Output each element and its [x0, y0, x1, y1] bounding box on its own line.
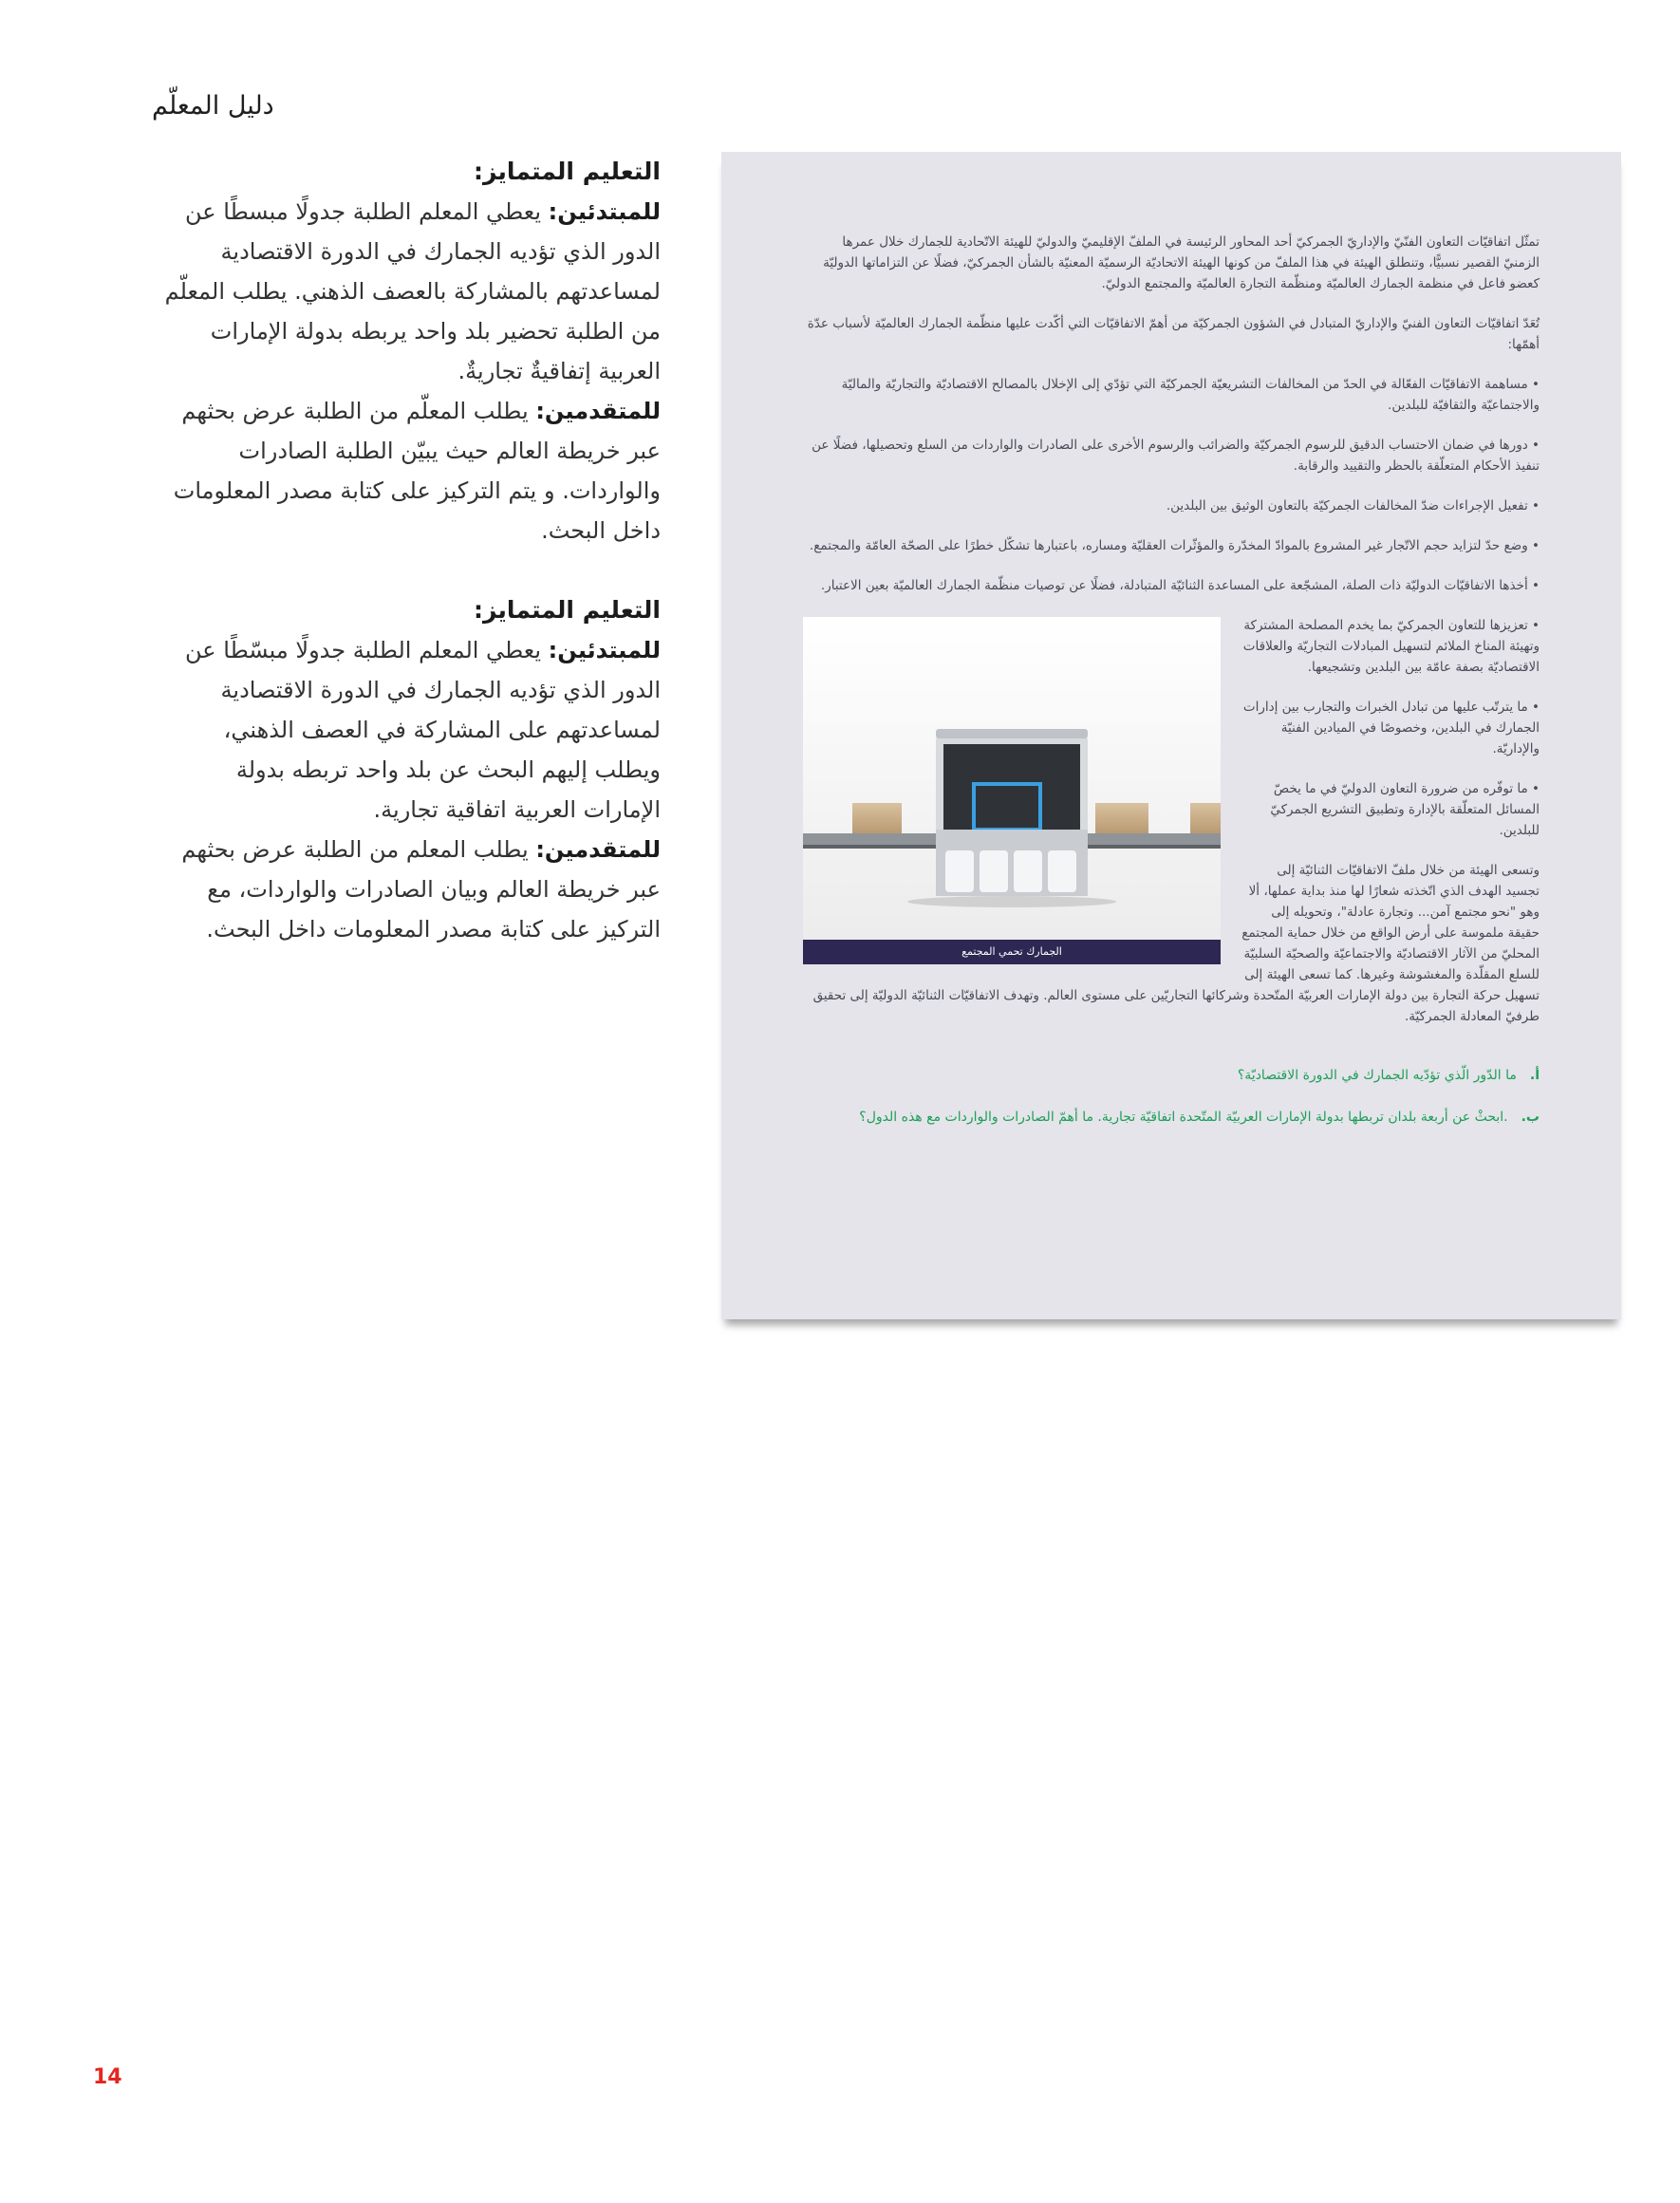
beginners-paragraph: [152, 192, 661, 391]
differentiated-learning-section-2: [152, 590, 661, 949]
list-item: • دورها في ضمان الاحتساب الدقيق للرسوم الجمركيّة والضرائب والرسوم الأخرى على الصادرات والواردات من السلع وتحصيلها، فضلًا عن تنفيذ الأحكام المتعلّقة بالحظر والتقييد والرقابة.: [812, 438, 1540, 474]
differentiated-learning-section-1: [152, 152, 661, 551]
lead-paragraph: تُعَدّ اتفاقيّات التعاون الفنيّ والإداريّ المتبادل في الشؤون الجمركيّة من أهمّ الاتفاقيّات التي أكّدت عليها منظّمة الجمارك العالميّة لأسباب عدّة أهمّها:: [807, 316, 1540, 352]
student-book-panel: [721, 152, 1621, 1319]
figure-caption: الجمارك تحمي المجتمع: [803, 940, 1221, 964]
question-text: .ابحثْ عن أربعة بلدان تربطها بدولة الإمارات العربيّة المتّحدة اتفاقيّة تجارية. ما أهمّ الصادرات والواردات مع هذه الدول؟: [859, 1110, 1508, 1125]
section-title: التعليم المتمايز:: [474, 596, 661, 624]
question-number: ب.: [1521, 1110, 1540, 1125]
question-number: أ.: [1529, 1068, 1540, 1083]
list-item: • تفعيل الإجراءات ضدّ المخالفات الجمركيّة بالتعاون الوثيق بين البلدين.: [1166, 498, 1540, 513]
closing-paragraph: وتسعى الهيئة من خلال ملفّ الاتفاقيّات الثنائيّة إلى تجسيد الهدف الذي اتّخذته شعارًا لها منذ بداية عملها، ألا وهو "نحو مجتمع آمن... وتجارة عادلة"، وتحويله إلى حقيقة ملموسة على أرض الواقع من خلال حماية المجتمع المحليّ من الآثار الاقتصاديّة والاجتماعيّة والصحيّة السلبيّة للسلع المقلّدة والمغشوشة وغيرها. كما تسعى الهيئة إلى تسهيل حركة التجارة بين دولة الإمارات العربيّة المتّحدة وشركائها التجاريّين على مستوى العالم. وتهدف الاتفاقيّات الثنائيّة الدوليّة إلى تحقيق طرفيّ المعادلة الجمركيّة.: [812, 863, 1540, 1024]
question-b: [803, 1107, 1540, 1128]
list-item-text: مساهمة الاتفاقيّات الفعّالة في الحدّ من المخالفات التشريعيّة الجمركيّة التي تؤدّي إلى الإخلال بالمصالح الاقتصاديّة والتجاريّة والماليّة والاجتماعيّة والثقافيّة للبلدين.: [841, 377, 1540, 413]
list-item: • ما توفّره من ضرورة التعاون الدوليّ في ما يخصّ المسائل المتعلّقة بالإدارة وتطبيق التشريع الجمركيّ للبلدين.: [1270, 781, 1540, 838]
advanced-paragraph: [152, 391, 661, 551]
beginners-label: للمبتدئين:: [548, 198, 661, 225]
list-item-text: وضع حدّ لتزايد حجم الاتّجار غير المشروع بالموادّ المخدّرة والمؤثّرات العقليّة ومساره، باعتبارها تشكّل خطرًا على الصحّة العامّة والمجتمع.: [809, 538, 1528, 553]
section-title: التعليم المتمايز:: [474, 158, 661, 185]
beginners-text: يعطي المعلم الطلبة جدولًا مبسطًا عن الدور الذي تؤديه الجمارك في الدورة الاقتصادية لمساعدتهم بالمشاركة بالعصف الذهني. يطلب المعلّم من الطلبة تحضير بلد واحد يربطه بدولة الإمارات العربية إتفاقيةٌ تجاريةٌ.: [164, 198, 661, 384]
list-item-text: ما توفّره من ضرورة التعاون الدوليّ في ما يخصّ المسائل المتعلّقة بالإدارة وتطبيق التشريع الجمركيّ للبلدين.: [1270, 781, 1540, 838]
xray-scanner-illustration: [803, 617, 1221, 940]
customs-scanner-image: [803, 617, 1221, 940]
page-number: 14: [93, 2065, 122, 2089]
list-item: • أخذها الاتفاقيّات الدوليّة ذات الصلة، المشجّعة على المساعدة الثنائيّة المتبادلة، فضلًا عن توصيات منظّمة الجمارك العالميّة بعين الاعتبار.: [820, 578, 1540, 593]
list-item-text: ما يترتّب عليها من تبادل الخبرات والتجارب بين إدارات الجمارك في البلدين، وخصوصًا في الميادين الفنيّة والإداريّة.: [1242, 700, 1540, 756]
question-text: ما الدّور الّذي تؤدّيه الجمارك في الدورة الاقتصاديّة؟: [1237, 1068, 1517, 1083]
intro-paragraph: تمثّل اتفاقيّات التعاون الفنّيّ والإداريّ الجمركيّ أحد المحاور الرئيسة في الملفّ الإقليميّ والدوليّ للهيئة الاتّحادية للجمارك خلال عمرها الزمنيّ القصير نسبيًّا، وتنطلق الهيئة في هذا الملفّ من كونها الهيئة الاتحاديّة الرسميّة المعنيّة بالشأن الجمركيّ، فضلًا عن التزاماتها الدوليّة كعضو فاعل في منظمة الجمارك العالميّة ومنظّمة التجارة العالميّة والمجتمع الدوليّ.: [823, 234, 1540, 291]
page-header-title: دليل المعلّم: [152, 91, 274, 121]
list-item: • وضع حدّ لتزايد حجم الاتّجار غير المشروع بالموادّ المخدّرة والمؤثّرات العقليّة ومساره، باعتبارها تشكّل خطرًا على الصحّة العامّة والمجتمع.: [809, 538, 1540, 553]
advanced-paragraph: [152, 830, 661, 949]
teacher-guide-column: [152, 152, 661, 989]
list-item: • مساهمة الاتفاقيّات الفعّالة في الحدّ من المخالفات التشريعيّة الجمركيّة التي تؤدّي إلى الإخلال بالمصالح الاقتصاديّة والتجاريّة والماليّة والاجتماعيّة والثقافيّة للبلدين.: [841, 377, 1540, 413]
list-item-text: أخذها الاتفاقيّات الدوليّة ذات الصلة، المشجّعة على المساعدة الثنائيّة المتبادلة، فضلًا عن توصيات منظّمة الجمارك العالميّة بعين الاعتبار.: [820, 578, 1528, 593]
list-item-text: دورها في ضمان الاحتساب الدقيق للرسوم الجمركيّة والضرائب والرسوم الأخرى على الصادرات والواردات من السلع وتحصيلها، فضلًا عن تنفيذ الأحكام المتعلّقة بالحظر والتقييد والرقابة.: [812, 438, 1540, 474]
advanced-label: للمتقدمين:: [535, 398, 661, 424]
advanced-label: للمتقدمين:: [535, 836, 661, 863]
beginners-text: يعطي المعلم الطلبة جدولًا مبسّطًا عن الدور الذي تؤديه الجمارك في الدورة الاقتصادية لمساعدتهم على المشاركة في العصف الذهني، ويطلب إليهم البحث عن بلد واحد تربطه بدولة الإمارات العربية اتفاقية تجارية.: [185, 637, 661, 823]
question-a: [803, 1065, 1540, 1086]
beginners-label: للمبتدئين:: [548, 637, 661, 663]
list-item: • ما يترتّب عليها من تبادل الخبرات والتجارب بين إدارات الجمارك في البلدين، وخصوصًا في الميادين الفنيّة والإداريّة.: [1242, 700, 1540, 756]
customs-scanner-figure: [803, 617, 1221, 964]
figure-wrap-area: [803, 615, 1540, 1027]
advanced-text: يطلب المعلم من الطلبة عرض بحثهم عبر خريطة العالم وبيان الصادرات والواردات، مع التركيز على كتابة مصدر المعلومات داخل البحث.: [181, 836, 661, 943]
list-item-text: تعزيزها للتعاون الجمركيّ بما يخدم المصلحة المشتركة وتهيئة المناخ الملائم لتسهيل المبادلات التجاريّة والعلاقات الاقتصاديّة بصفة عامّة بين البلدين وتشجيعها.: [1242, 618, 1540, 675]
beginners-paragraph: [152, 630, 661, 830]
list-item-text: تفعيل الإجراءات ضدّ المخالفات الجمركيّة بالتعاون الوثيق بين البلدين.: [1166, 498, 1528, 513]
advanced-text: يطلب المعلّم من الطلبة عرض بحثهم عبر خريطة العالم حيث يبيّن الطلبة الصادرات والواردات. و يتم التركيز على كتابة مصدر المعلومات داخل البحث.: [173, 398, 661, 544]
list-item: • تعزيزها للتعاون الجمركيّ بما يخدم المصلحة المشتركة وتهيئة المناخ الملائم لتسهيل المبادلات التجاريّة والعلاقات الاقتصاديّة بصفة عامّة بين البلدين وتشجيعها.: [1242, 618, 1540, 675]
panel-content: [803, 232, 1540, 1148]
